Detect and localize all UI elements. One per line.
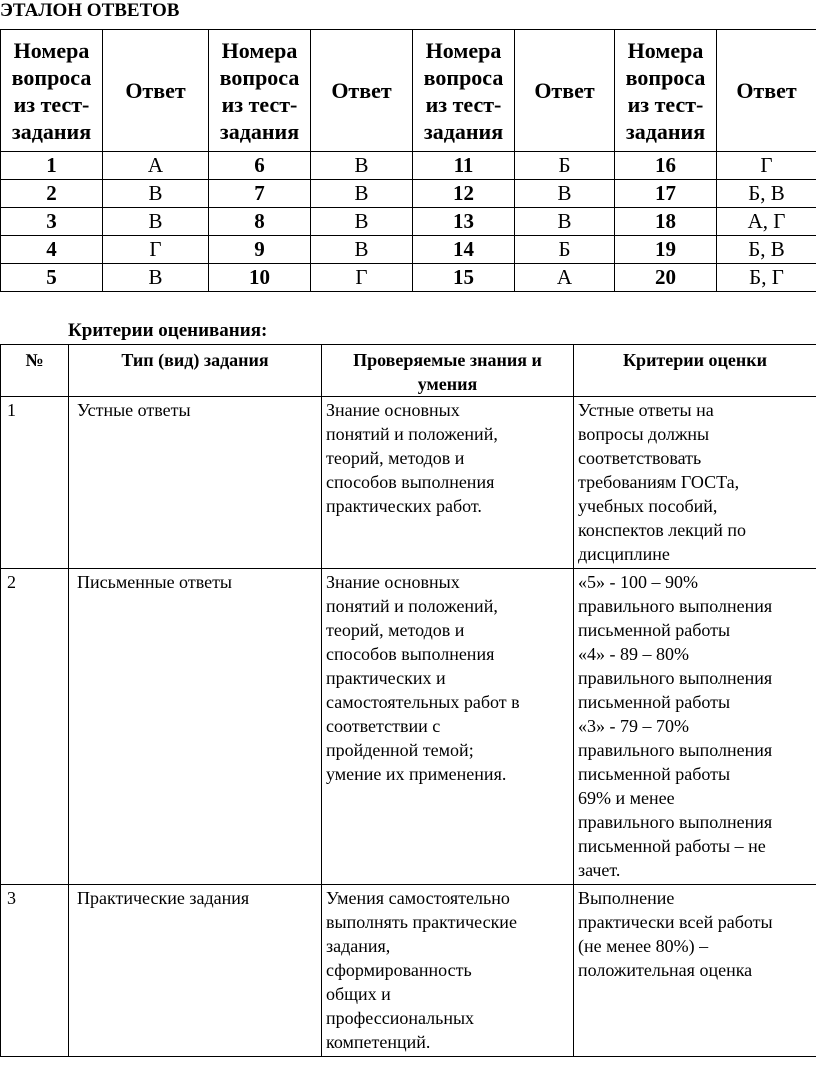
question-number: 14 (413, 236, 515, 264)
criteria-header-criteria: Критерии оценки (574, 345, 816, 397)
question-number: 9 (209, 236, 311, 264)
answer-value: Г (717, 152, 816, 180)
criteria-row-number: 1 (1, 397, 69, 569)
criteria-row-skills: Знание основных понятий и положений, теорий, методов и способов выполнения практических и самостоятельных работ в соответствии с пройденной темой; умение их применения. (322, 569, 574, 885)
answer-key-row (1, 236, 816, 264)
answer-value: Б, В (717, 236, 816, 264)
criteria-title: Критерии оценивания: (68, 320, 268, 341)
answer-value: Б, Г (717, 264, 816, 292)
question-number: 1 (1, 152, 103, 180)
question-number: 15 (413, 264, 515, 292)
question-number: 18 (615, 208, 717, 236)
criteria-row-skills: Знание основных понятий и положений, теорий, методов и способов выполнения практических работ. (322, 397, 574, 569)
question-number: 19 (615, 236, 717, 264)
question-number: 11 (413, 152, 515, 180)
answer-value: Б (515, 152, 615, 180)
question-number: 12 (413, 180, 515, 208)
answer-value: В (311, 236, 413, 264)
answer-value: Г (311, 264, 413, 292)
question-number: 20 (615, 264, 717, 292)
question-number-header: Номера вопроса из тест-задания (413, 30, 515, 152)
answer-key-header-row (1, 30, 816, 152)
criteria-row (1, 885, 816, 1057)
criteria-row-type: Письменные ответы (69, 569, 322, 885)
answer-value: В (515, 208, 615, 236)
answer-key-heading: ЭТАЛОН ОТВЕТОВ (0, 0, 180, 21)
criteria-row-number: 2 (1, 569, 69, 885)
criteria-header-row (1, 345, 816, 397)
question-number-header: Номера вопроса из тест-задания (615, 30, 717, 152)
answer-value: В (103, 180, 209, 208)
answer-header: Ответ (103, 30, 209, 152)
answer-value: В (515, 180, 615, 208)
question-number: 2 (1, 180, 103, 208)
criteria-row-number: 3 (1, 885, 69, 1057)
answer-header: Ответ (515, 30, 615, 152)
answer-key-row (1, 152, 816, 180)
answer-value: В (103, 264, 209, 292)
criteria-header-skills: Проверяемые знания и умения (322, 345, 574, 397)
criteria-row-criteria: Выполнение практически всей работы (не менее 80%) – положительная оценка (574, 885, 816, 1057)
question-number: 13 (413, 208, 515, 236)
answer-value: Б, В (717, 180, 816, 208)
answer-value: В (311, 152, 413, 180)
answer-key-table (0, 29, 816, 292)
answer-key-row (1, 264, 816, 292)
question-number-header: Номера вопроса из тест-задания (1, 30, 103, 152)
question-number: 8 (209, 208, 311, 236)
question-number: 17 (615, 180, 717, 208)
answer-key-row (1, 180, 816, 208)
answer-value: А (515, 264, 615, 292)
answer-key-row (1, 208, 816, 236)
question-number: 6 (209, 152, 311, 180)
answer-value: А (103, 152, 209, 180)
answer-header: Ответ (717, 30, 816, 152)
criteria-table (0, 344, 816, 1057)
answer-value: Б (515, 236, 615, 264)
question-number: 10 (209, 264, 311, 292)
criteria-row-type: Устные ответы (69, 397, 322, 569)
question-number: 16 (615, 152, 717, 180)
question-number: 7 (209, 180, 311, 208)
criteria-row (1, 397, 816, 569)
answer-value: Г (103, 236, 209, 264)
criteria-row-skills: Умения самостоятельно выполнять практические задания, сформированность общих и профессиональных компетенций. (322, 885, 574, 1057)
criteria-row-type: Практические задания (69, 885, 322, 1057)
answer-value: В (103, 208, 209, 236)
answer-value: А, Г (717, 208, 816, 236)
answer-header: Ответ (311, 30, 413, 152)
criteria-row-criteria: Устные ответы на вопросы должны соответствовать требованиям ГОСТа, учебных пособий, конспектов лекций по дисциплине (574, 397, 816, 569)
criteria-row (1, 569, 816, 885)
question-number: 4 (1, 236, 103, 264)
answer-value: В (311, 208, 413, 236)
criteria-header-type: Тип (вид) задания (69, 345, 322, 397)
question-number: 5 (1, 264, 103, 292)
criteria-row-criteria: «5» - 100 – 90% правильного выполнения письменной работы «4» - 89 – 80% правильного выполнения письменной работы «3» - 79 – 70% правильного выполнения письменной работы 69% и менее правильного выполнения письменной работы – не зачет. (574, 569, 816, 885)
answer-value: В (311, 180, 413, 208)
question-number: 3 (1, 208, 103, 236)
criteria-header-number: № (1, 345, 69, 397)
question-number-header: Номера вопроса из тест-задания (209, 30, 311, 152)
